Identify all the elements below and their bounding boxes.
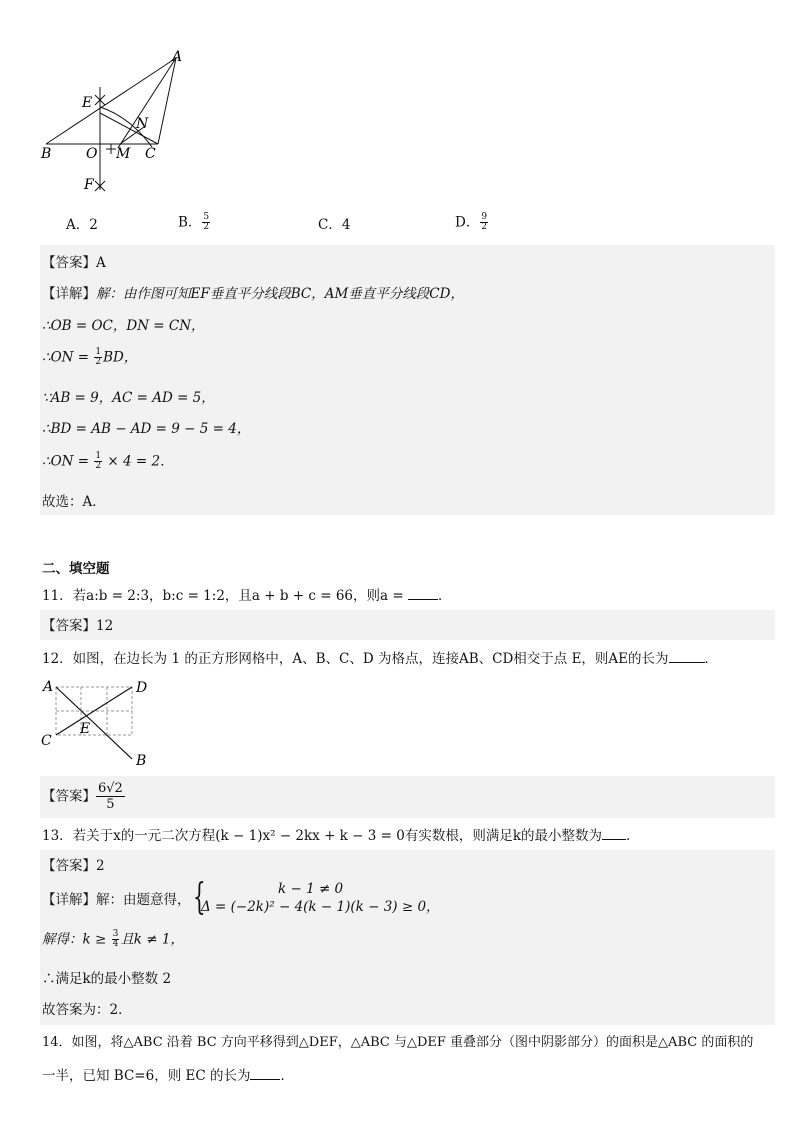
grid-label-A: A: [43, 679, 54, 695]
q12-question: 12．如图，在边长为 1 的正方形网格中，A、B、C、D 为格点，连接AB、CD相交于点 E，则AE的长为 ．: [42, 651, 719, 667]
grid-label-E: E: [80, 721, 91, 737]
q10-answer: 【答案】A: [42, 255, 106, 271]
q13-solve-line: 解得：k ≥ $\frac{3}{4}$ 且k ≠ 1，: [42, 929, 184, 949]
q12-answer: 【答案】 $\frac{6√2}{5}$: [42, 781, 123, 812]
grid-figure-12: [38, 675, 158, 770]
label-O: O: [86, 146, 98, 162]
q10-detail-line-5: ∴BD = AB − AD = 9 − 5 = 4，: [42, 421, 251, 437]
section-title: 二、填空题: [42, 561, 110, 577]
q13-detail-lead: 【详解】解：由题意得，: [42, 892, 191, 908]
grid-label-C: C: [41, 733, 52, 749]
q11-question: 11．若a:b = 2:3，b:c = 1:2，且a + b + c = 66，则a = ．: [42, 588, 452, 604]
geometry-figure-1: [38, 45, 198, 200]
q14-question-line-1: 14．如图，将△ABC 沿着 BC 方向平移得到△DEF，△ABC 与△DEF 重叠部分（图中阴影部分）的面积是△ABC 的面积的: [42, 1035, 754, 1050]
q10-detail-line-3: ∴ON = $\frac{1}{2}$ BD，: [42, 347, 138, 367]
label-N: N: [136, 116, 149, 132]
segment-AM: [118, 58, 176, 148]
q10-detail-line-1: 【详解】解：由作图可知EF垂直平分线段BC，AM垂直平分线段CD，: [42, 286, 464, 302]
grid-label-D: D: [136, 680, 148, 696]
q11-answer: 【答案】12: [42, 618, 114, 634]
grid-label-B: B: [136, 753, 147, 769]
q10-detail-line-7: 故选：A．: [42, 494, 106, 510]
q13-answer: 【答案】2: [42, 858, 105, 874]
segment-AB: [56, 687, 132, 759]
q13-brace: {: [193, 877, 206, 918]
q14-question-line-2: 一半，已知 BC=6，则 EC 的长为 ．: [42, 1068, 294, 1084]
label-F: F: [84, 177, 94, 193]
segment-AC: [158, 58, 176, 144]
q13-system-line-2: Δ = (−2k)² − 4(k − 1)(k − 3) ≥ 0，: [201, 899, 440, 915]
label-B: B: [41, 146, 52, 162]
q11-answer-block: [40, 610, 775, 640]
option-b: B． $\frac{5}{2}$: [178, 212, 210, 232]
segment-DC: [100, 113, 158, 144]
option-c: C．4: [318, 217, 351, 233]
label-A: A: [172, 49, 183, 65]
q13-detail-line-4: 故答案为：2．: [42, 1002, 132, 1018]
option-a: A．2: [66, 217, 98, 233]
q12-answer-block: [40, 776, 775, 818]
label-M: M: [116, 146, 131, 162]
segment-BA: [46, 58, 176, 144]
option-d: D． $\frac{9}{2}$: [455, 212, 488, 232]
q13-question: 13．若关于x的一元二次方程(k − 1)x² − 2kx + k − 3 = 0有实数根，则满足k的最小整数为 ．: [42, 828, 640, 844]
q10-detail-line-4: ∵AB = 9，AC = AD = 5，: [42, 390, 215, 406]
q13-detail-line-3: ∴满足k的最小整数 2: [42, 971, 172, 987]
label-C: C: [145, 146, 156, 162]
q10-detail-line-2: ∴OB = OC，DN = CN，: [42, 318, 205, 334]
q13-system-line-1: k − 1 ≠ 0: [278, 881, 344, 897]
q10-detail-line-6: ∴ON = $\frac{1}{2}$ × 4 = 2．: [42, 451, 174, 471]
label-E: E: [82, 95, 93, 111]
